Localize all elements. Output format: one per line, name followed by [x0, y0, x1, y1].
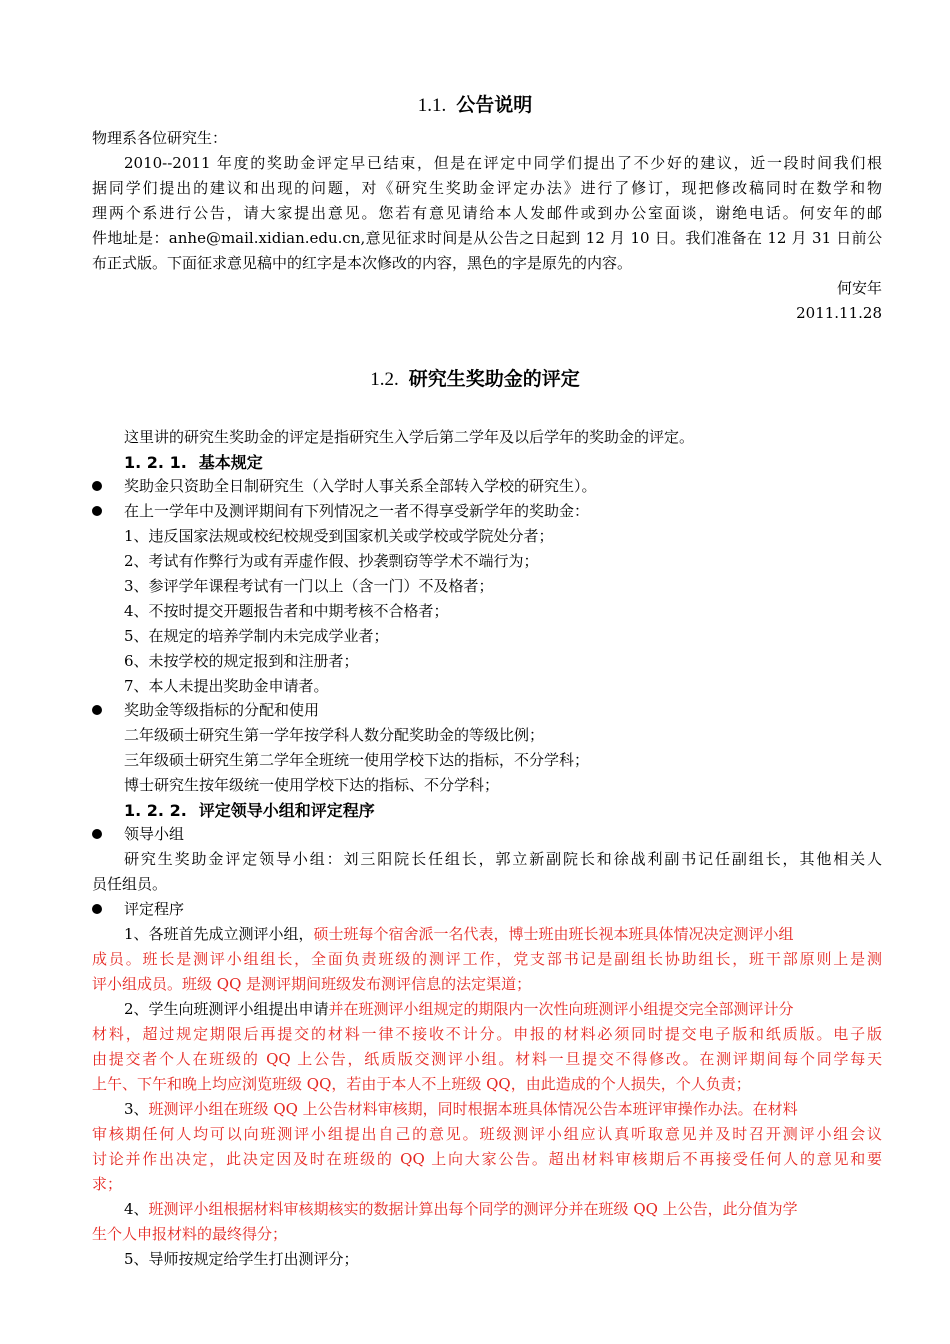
subsection-number: 1. 2. 1.	[124, 453, 187, 472]
section-heading-1-2	[0, 364, 950, 391]
step-4-line	[124, 1199, 798, 1219]
step-1-revised-text: 成员。班长是测评小组组长，全面负责班级的测评工作，党支部书记是副组长协助组长，班干部原则上是测	[92, 950, 882, 968]
step-2-revised-text: 并在班测评小组规定的期限内一次性向班测评小组提交完全部测评计分	[328, 1000, 794, 1018]
step-2-revised-text: 由提交者个人在班级的 QQ 上公告，纸质版交测评小组。材料一旦提交不得修改。在测评期间每个同学每天	[92, 1050, 882, 1068]
intro-text: 这里讲的研究生奖助金的评定是指研究生入学后第二学年及以后学年的奖助金的评定。	[124, 428, 695, 446]
step-1-revised-text: 评小组成员。班级 QQ 是测评期间班级发布测评信息的法定渠道；	[92, 975, 532, 993]
subsection-title: 评定领导小组和评定程序	[198, 801, 375, 820]
step-1-revised-text: 硕士班每个宿舍派一名代表，博士班由班长视本班具体情况决定测评小组	[313, 925, 794, 943]
step-3-label: 3、	[124, 1100, 149, 1118]
leader-line: 研究生奖助金评定领导小组：刘三阳院长任组长，郭立新副院长和徐战利副书记任副组长，其他相关人	[124, 850, 882, 868]
list-item: 7、本人未提出奖助金申请者。	[124, 677, 329, 695]
paragraph-line: 2010--2011 年度的奖助金评定早已结束，但是在评定中同学们提出了不少好的建议，近一段时间我们根	[124, 154, 882, 172]
step-1-label: 1、各班首先成立测评小组，	[124, 925, 314, 943]
step-1-line	[124, 924, 794, 944]
list-item: 1、违反国家法规或校纪校规受到国家机关或学校或学院处分者；	[124, 527, 554, 545]
list-item: 5、在规定的培养学制内未完成学业者；	[124, 627, 389, 645]
bullet-icon	[92, 829, 102, 839]
list-item: 3、参评学年课程考试有一门以上（含一门）不及格者；	[124, 577, 494, 595]
section-number: 1.2.	[370, 369, 399, 390]
step-3-line	[124, 1099, 798, 1119]
bullet-text: 奖助金只资助全日制研究生（入学时人事关系全部转入学校的研究生）。	[124, 477, 597, 495]
section-title: 公告说明	[456, 94, 533, 116]
step-2-revised-text: 材料，超过规定期限后再提交的材料一律不接收不计分。申报的材料必须同时提交电子版和纸质版。电子版	[92, 1025, 882, 1043]
step-3-revised-text: 讨论并作出决定，此决定因及时在班级的 QQ 上向大家公告。超出材料审核期后不再接受任何人的意见和要	[92, 1150, 882, 1168]
section-number: 1.1.	[417, 95, 447, 116]
step-2-label: 2、学生向班测评小组提出申请	[124, 1000, 329, 1018]
list-item: 2、考试有作弊行为或有弄虚作假、抄袭剽窃等学术不端行为；	[124, 552, 539, 570]
step-3-revised-text: 审核期任何人均可以向班测评小组提出自己的意见。班级测评小组应认真听取意见并及时召开测评小组会议	[92, 1125, 882, 1143]
leader-line: 员任组员。	[92, 875, 168, 893]
list-item: 4、不按时提交开题报告者和中期考核不合格者；	[124, 602, 449, 620]
bullet-icon	[92, 705, 102, 715]
allocation-line: 博士研究生按年级统一使用学校下达的指标、不分学科；	[124, 776, 500, 794]
step-4-revised-text: 生个人申报材料的最终得分；	[92, 1225, 288, 1243]
step-2-revised-text: 上午、下午和晚上均应浏览班级 QQ，若由于本人不上班级 QQ，由此造成的个人损失，个人负责；	[92, 1075, 751, 1093]
list-item: 6、未按学校的规定报到和注册者；	[124, 652, 359, 670]
paragraph-line: 据同学们提出的建议和出现的问题，对《研究生奖助金评定办法》进行了修订，现把修改稿同时在数学和物	[92, 179, 882, 197]
section-title: 研究生奖助金的评定	[408, 368, 580, 390]
subsection-heading-1-2-1	[124, 452, 263, 474]
signature-date: 2011.11.28	[796, 304, 882, 322]
step-4-revised-text: 班测评小组根据材料审核期核实的数据计算出每个同学的测评分并在班级 QQ 上公告，此分值为学	[148, 1200, 798, 1218]
bullet-icon	[92, 481, 102, 491]
bullet-icon	[92, 506, 102, 516]
subsection-number: 1. 2. 2.	[124, 801, 187, 820]
allocation-line: 二年级硕士研究生第一学年按学科人数分配奖助金的等级比例；	[124, 726, 545, 744]
salutation: 物理系各位研究生：	[92, 129, 228, 147]
subsection-title: 基本规定	[198, 453, 263, 472]
section-heading-1-1	[0, 90, 950, 117]
paragraph-line: 布正式版。下面征求意见稿中的红字是本次修改的内容，黑色的字是原先的内容。	[92, 254, 633, 272]
allocation-line: 三年级硕士研究生第二学年全班统一使用学校下达的指标，不分学科；	[124, 751, 590, 769]
step-2-line	[124, 999, 794, 1019]
signature-name: 何安年	[836, 279, 882, 297]
paragraph-line: 件地址是：anhe@mail.xidian.edu.cn,意见征求时间是从公告之日起到 12 月 10 日。我们准备在 12 月 31 日前公	[92, 229, 882, 247]
step-5-line: 5、导师按规定给学生打出测评分；	[124, 1250, 359, 1268]
bullet-text: 在上一学年中及测评期间有下列情况之一者不得享受新学年的奖助金：	[124, 502, 590, 520]
subsection-heading-1-2-2	[124, 800, 375, 822]
step-4-label: 4、	[124, 1200, 149, 1218]
bullet-text: 奖助金等级指标的分配和使用	[124, 701, 320, 719]
bullet-text: 评定程序	[124, 900, 185, 918]
bullet-text: 领导小组	[124, 825, 185, 843]
paragraph-line: 理两个系进行公告，请大家提出意见。您若有意见请给本人发邮件或到办公室面谈，谢绝电话。何安年的邮	[92, 204, 882, 222]
step-3-revised-text: 求；	[92, 1175, 123, 1193]
bullet-icon	[92, 904, 102, 914]
step-3-revised-text: 班测评小组在班级 QQ 上公告材料审核期，同时根据本班具体情况公告本班评审操作办法。在材料	[148, 1100, 798, 1118]
